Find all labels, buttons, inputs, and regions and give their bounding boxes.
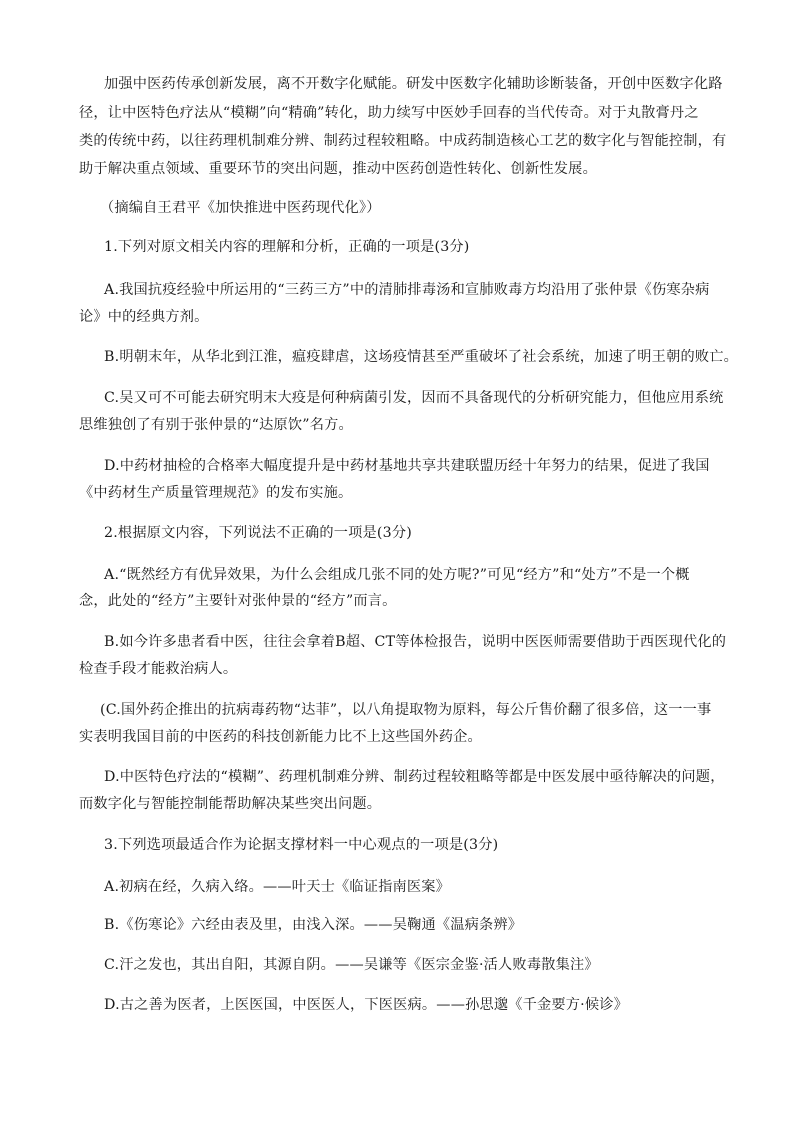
q1-option-d-line-2: 《中药材生产质量管理规范》的发布实施。 [79, 485, 353, 501]
passage-line-1: 加强中医药传承创新发展，离不开数字化赋能。研发中医数字化辅助诊断装备，开创中医数字化路 [104, 76, 723, 92]
q3-option-b: B.《伤寒论》六经由表及里，由浅入深。——吴鞠通《温病条辨》 [104, 917, 523, 933]
q1-option-a-line-2: 论》中的经典方剂。 [79, 309, 209, 325]
q2-option-b-line-1: B.如今许多患者看中医，往往会拿着B超、CT等体检报告，说明中医医师需要借助于西医现代化的 [104, 634, 727, 650]
passage-line-3: 类的传统中药，以往药理机制难分辨、制药过程较粗略。中成药制造核心工艺的数字化与智能控制，有 [79, 133, 727, 149]
q1-option-c-line-1: C.吴又可不可能去研究明末大疫是何种病菌引发，因而不具备现代的分析研究能力，但他应用系统 [104, 390, 724, 406]
q2-stem: 2.根据原文内容，下列说法不正确的一项是(3分) [104, 525, 412, 541]
q1-option-c-line-2: 思维独创了有别于张仲景的“达原饮”名方。 [79, 417, 353, 433]
q1-stem: 1.下列对原文相关内容的理解和分析，正确的一项是(3分) [104, 239, 470, 255]
q2-option-d-line-1: D.中医特色疗法的“模糊”、药理机制难分辨、制药过程较粗略等都是中医发展中亟待解决的问题， [104, 769, 725, 785]
q3-option-a: A.初病在经，久病入络。——叶天士《临证指南医案》 [104, 879, 451, 895]
q2-option-a-line-1: A.“既然经方有优异效果，为什么会组成几张不同的处方呢?”可见“经方”和“处方”不是一个概 [104, 567, 690, 583]
passage-line-4: 助于解决重点领域、重要环节的突出问题，推动中医药创造性转化、创新性发展。 [79, 161, 597, 177]
q1-option-a-line-1: A.我国抗疫经验中所运用的“三药三方”中的清肺排毒汤和宣肺败毒方均沿用了张仲景《伤寒杂病 [104, 282, 710, 298]
q2-option-a-line-2: 念，此处的“经方”主要针对张仲景的“经方”而言。 [79, 593, 397, 609]
q3-option-d: D.古之善为医者，上医医国，中医医人，下医医病。——孙思邈《千金要方·候诊》 [104, 997, 629, 1013]
q2-option-c-line-2: 实表明我国目前的中医药的科技创新能力比不上这些国外药企。 [79, 729, 482, 745]
passage-line-2: 径，让中医特色疗法从“模糊”向“精确”转化，助力续写中医妙手回春的当代传奇。对于丸散膏丹之 [79, 105, 699, 121]
q3-option-c: C.汗之发也，其出自阳，其源自阴。——吴谦等《医宗金鉴·活人败毒散集注》 [104, 957, 599, 973]
q3-stem: 3.下列选项最适合作为论据支撑材料一中心观点的一项是(3分) [104, 837, 499, 853]
q2-option-c-line-1: (C.国外药企推出的抗病毒药物“达菲”，以八角提取物为原料，每公斤售价翻了很多倍，这一一事 [100, 702, 712, 718]
q2-option-d-line-2: 而数字化与智能控制能帮助解决某些突出问题。 [79, 796, 382, 812]
q2-option-b-line-2: 检查手段才能救治病人。 [79, 661, 238, 677]
q1-option-b-line-1: B.明朝末年，从华北到江淮，瘟疫肆虐，这场疫情甚至严重破坏了社会系统，加速了明王朝的败亡。 [104, 349, 739, 365]
q1-option-d-line-1: D.中药材抽检的合格率大幅度提升是中药材基地共享共建联盟历经十年努力的结果，促进了我国 [104, 458, 710, 474]
passage-source: （摘编自王君平《加快推进中医药现代化》） [100, 200, 381, 216]
